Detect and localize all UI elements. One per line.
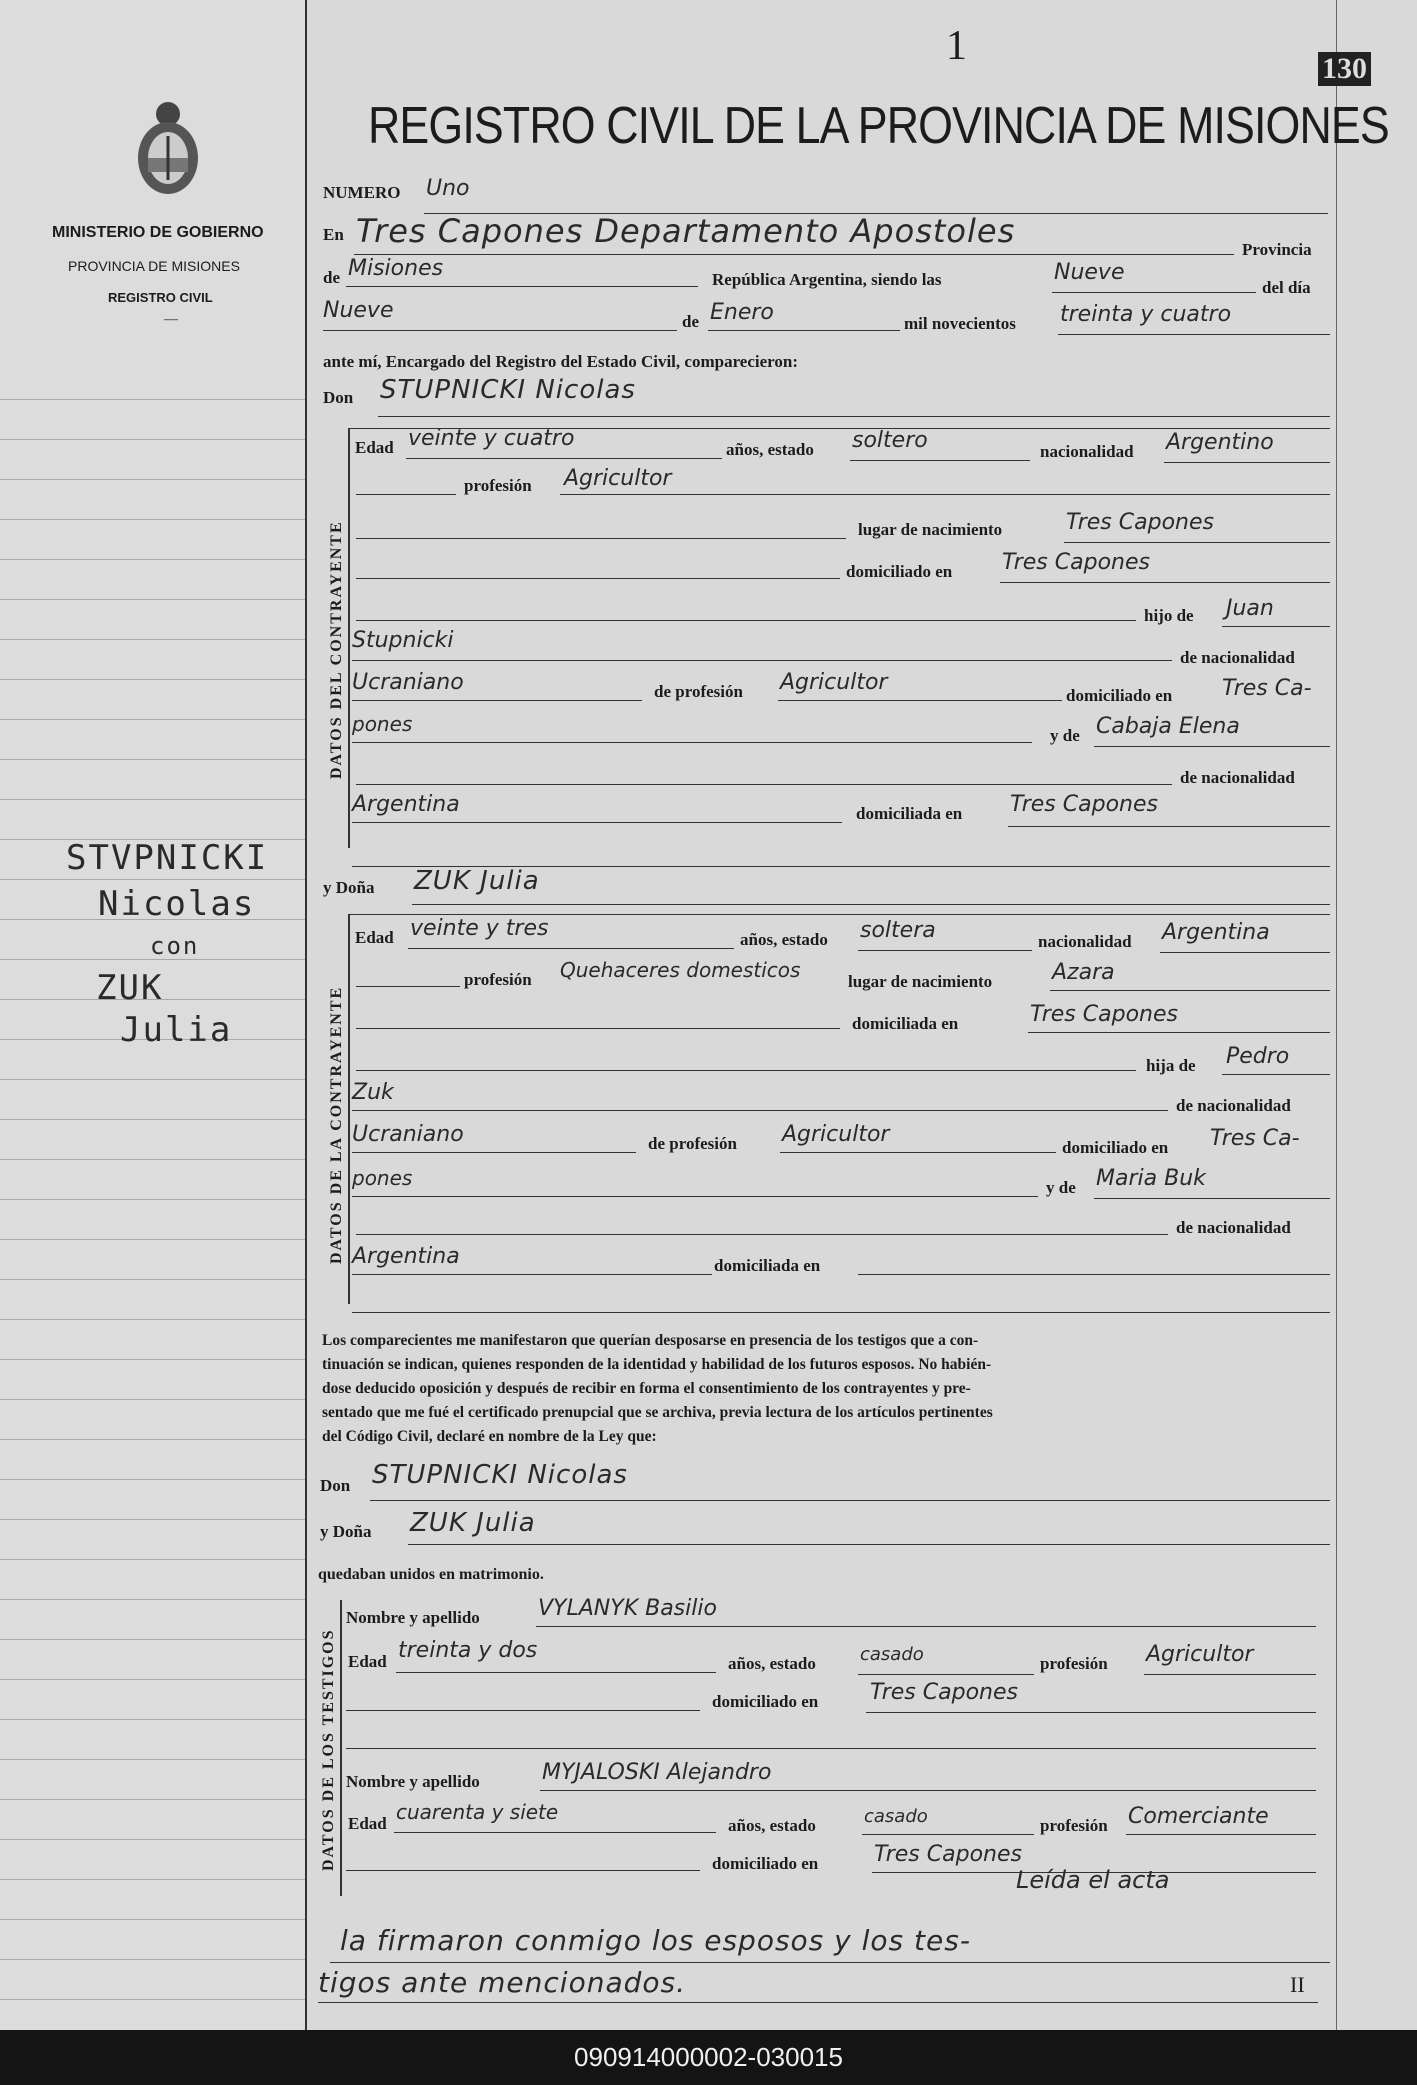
bride-madre: Maria Buk	[1096, 1166, 1206, 1191]
groom-padre-domicilio-1: Tres Ca-	[1222, 676, 1312, 701]
groom-padre-nacionalidad: Ucraniano	[352, 670, 464, 695]
quedaban-text: quedaban unidos en matrimonio.	[318, 1566, 544, 1583]
margin-note-name: Nicolas	[98, 884, 256, 924]
ministry-name: MINISTERIO DE GOBIERNO	[52, 224, 264, 241]
groom-name-declared: STUPNICKI Nicolas	[372, 1460, 628, 1490]
anio-value: treinta y cuatro	[1060, 302, 1232, 327]
witness-1-name: VYLANYK Basilio	[538, 1596, 717, 1621]
ministry-office: REGISTRO CIVIL	[108, 290, 213, 305]
groom-padre-domicilio-2: pones	[352, 712, 413, 736]
page-mark-right: II	[1290, 1972, 1305, 1997]
groom-nacionalidad: Argentino	[1166, 430, 1274, 455]
groom-madre: Cabaja Elena	[1096, 714, 1240, 739]
margin-note-surname: STVPNICKI	[66, 838, 269, 878]
groom-profesion: Agricultor	[564, 466, 672, 491]
legal-paragraph-line-5: del Código Civil, declaré en nombre de la Ley que:	[322, 1428, 657, 1445]
groom-madre-nacionalidad: Argentina	[352, 792, 460, 817]
bride-domicilio: Tres Capones	[1030, 1002, 1178, 1027]
ante-mi-text: ante mí, Encargado del Registro del Estado Civil, comparecieron:	[323, 352, 799, 371]
witness-1-domicilio: Tres Capones	[870, 1680, 1018, 1705]
lugar-value: Tres Capones Departamento Apostoles	[356, 212, 1016, 250]
bride-padre-domicilio-2: pones	[352, 1166, 413, 1190]
groom-padre-nombre: Juan	[1226, 596, 1274, 621]
witness-1-edad: treinta y dos	[398, 1638, 538, 1663]
bride-padre-domicilio-1: Tres Ca-	[1210, 1126, 1300, 1151]
bride-padre-nacionalidad: Ucraniano	[352, 1122, 464, 1147]
groom-madre-domicilio: Tres Capones	[1010, 792, 1158, 817]
groom-estado: soltero	[852, 428, 928, 453]
side-label-witnesses: DATOS DE LOS TESTIGOS	[320, 1628, 337, 1872]
page-number: 1	[946, 23, 967, 69]
legal-paragraph-line-3: dose deducido oposición y después de recibir en forma el consentimiento de los contrayentes y pre-	[322, 1380, 971, 1397]
legal-paragraph-line-2: tinuación se indican, quienes responden de la identidad y habilidad de los futuros esposos. No habién-	[322, 1356, 992, 1373]
closing-line-3: tigos ante mencionados.	[318, 1966, 687, 1999]
bride-name: ZUK Julia	[414, 866, 540, 896]
witness-1-estado: casado	[860, 1644, 924, 1665]
document-page: MINISTERIO DE GOBIERNO PROVINCIA DE MISIONES REGISTRO CIVIL — STVPNICKI Nicolas con ZUK Julia 1 130 REGISTRO CIVIL DE LA PROVINCIA DE MISIONES NUMERO Uno En Tres Capones Departamento Apostoles Provincia de Misiones República Argentina, siendo las Nueve del día Nueve de Enero mil novecientos treinta y cuatro ante mí, Encargado del Registro del Estado Civil, comparecieron: Don STUPNICKI Nicolas DATOS DEL CONTRAYENTE Edad veinte y cuatro años, estado soltero nacionalidad Argentino profesión Agricultor lugar de nacimiento Tres Capones domiciliado en Tres Capones hijo de Juan Stupnicki de nacionalidad Ucraniano de profesión Agricultor domiciliado en Tres Ca- pones y de Cabaja Elena de nacionalidad Argentina domiciliada en Tres Capones y Doña ZUK Julia DATOS DE LA CONTRAYENTE Edad veinte y tres años, estado soltera nacionalidad Argentina profesión Quehaceres domesticos lugar de nacimiento Azara domiciliada en Tres Capones hija de Pedro Zuk de nacionalidad Ucraniano de profesión Agricultor domiciliado en Tres Ca- pones y de Maria Buk de nacionalidad Argentina domiciliada en Los comparecientes me manifestaron que querían desposarse en presencia de los testigos que a con- tinuación se indican, quienes responden de la identidad y habilidad de los futuros esposos. No habién- dose deducido oposición y después de recibir en forma el consentimiento de los contrayentes y pre- sentado que me fué el certificado prenupcial que se archiva, previa lectura de los artículos pertinentes del Código Civil, declaré en nombre de la Ley que: Don STUPNICKI Nicolas y Doña ZUK Julia quedaban unidos en matrimonio. DATOS DE LOS TESTIGOS Nombre y apellido VYLANYK Basilio Edad treinta y dos años, estado casado profesión Agricultor domiciliado en Tres Capones Nombre y apellido MYJALOSKI Alejandro Edad cuarenta y siete años, estado casado profesión Comerciante domiciliado en Tres Capones Leída el acta la firmaron conmigo los esposos y los tes- tigos ante mencionados. II	[0, 0, 1417, 2030]
margin-note-con: con	[150, 932, 200, 960]
witness-2-profesion: Comerciante	[1128, 1804, 1269, 1829]
witness-2-domicilio: Tres Capones	[874, 1842, 1022, 1867]
margin-note-bride-name: Julia	[120, 1010, 233, 1050]
mes-value: Enero	[710, 300, 774, 325]
witness-2-edad: cuarenta y siete	[396, 1800, 559, 1824]
ministry-dash: —	[164, 312, 178, 327]
closing-line-1: Leída el acta	[1016, 1866, 1170, 1894]
groom-lugar: Tres Capones	[1066, 510, 1214, 535]
groom-domicilio: Tres Capones	[1002, 550, 1150, 575]
bride-nacionalidad: Argentina	[1162, 920, 1270, 945]
bride-lugar: Azara	[1052, 960, 1115, 985]
closing-line-2: la firmaron conmigo los esposos y los tes-	[340, 1924, 971, 1957]
bride-profesion: Quehaceres domesticos	[560, 958, 801, 982]
side-label-groom: DATOS DEL CONTRAYENTE	[328, 520, 345, 780]
ministry-province: PROVINCIA DE MISIONES	[68, 258, 240, 274]
margin-divider	[305, 0, 307, 2030]
bride-padre-apellido: Zuk	[352, 1080, 394, 1105]
numero-value: Uno	[426, 176, 470, 201]
groom-padre-apellido: Stupnicki	[352, 628, 454, 653]
provincia-value: Misiones	[348, 256, 444, 281]
footer-id: 090914000002-030015	[0, 2030, 1417, 2085]
hora-value: Nueve	[1054, 260, 1125, 285]
side-label-bride: DATOS DE LA CONTRAYENTE	[328, 985, 345, 1265]
bride-padre-profesion: Agricultor	[782, 1122, 890, 1147]
witness-1-profesion: Agricultor	[1146, 1642, 1254, 1667]
witness-2-estado: casado	[864, 1806, 928, 1827]
groom-name: STUPNICKI Nicolas	[380, 375, 636, 405]
corner-number: 130	[1318, 52, 1371, 86]
bride-estado: soltera	[860, 918, 936, 943]
bride-padre-nombre: Pedro	[1226, 1044, 1290, 1069]
coat-of-arms-icon	[128, 96, 208, 206]
bride-name-declared: ZUK Julia	[410, 1508, 536, 1538]
witness-2-name: MYJALOSKI Alejandro	[542, 1760, 772, 1785]
legal-paragraph-line-1: Los comparecientes me manifestaron que querían desposarse en presencia de los testigos que a con-	[322, 1332, 979, 1349]
bride-edad: veinte y tres	[410, 916, 549, 941]
legal-paragraph-line-4: sentado que me fué el certificado prenupcial que se archiva, previa lectura de los artículos pertinentes	[322, 1404, 993, 1421]
groom-edad: veinte y cuatro	[408, 426, 575, 451]
bride-madre-nacionalidad: Argentina	[352, 1244, 460, 1269]
dia-value: Nueve	[323, 298, 394, 323]
document-title: REGISTRO CIVIL DE LA PROVINCIA DE MISIONES	[368, 97, 1389, 155]
groom-padre-profesion: Agricultor	[780, 670, 888, 695]
margin-note-bride-surname: ZUK	[96, 968, 164, 1008]
